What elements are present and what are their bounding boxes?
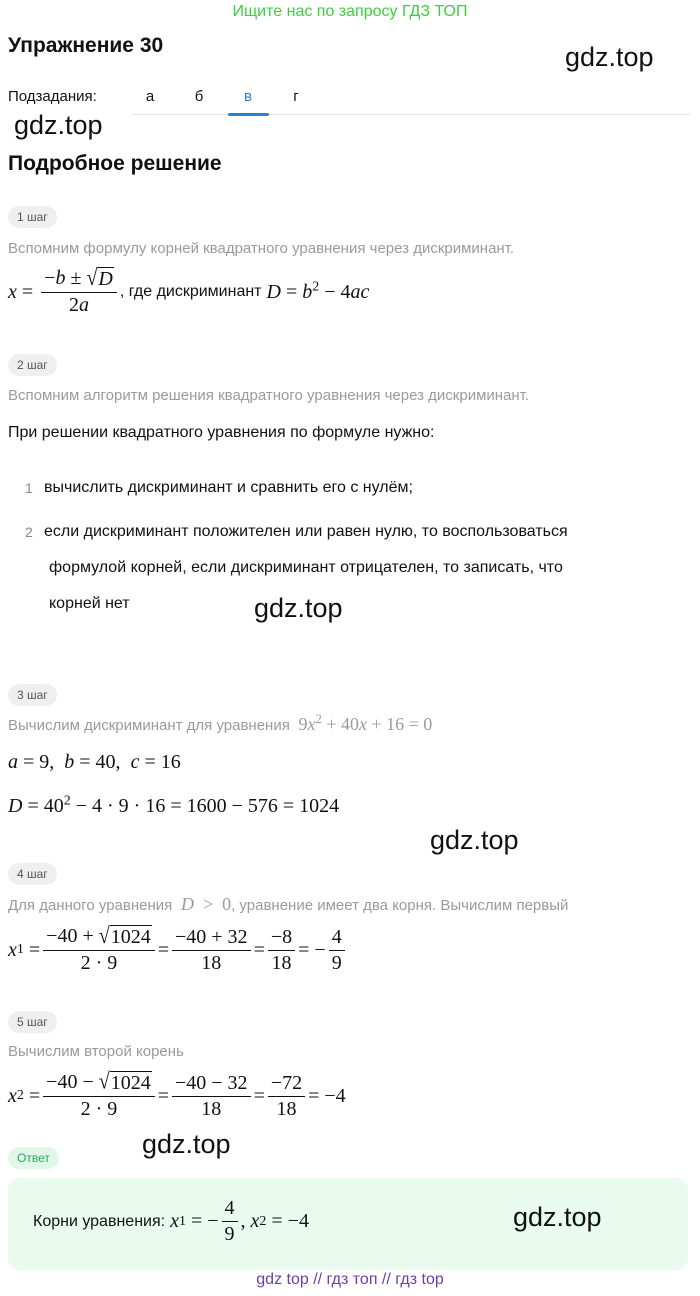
page-title: Упражнение 30 [8, 34, 164, 57]
active-tab-indicator [228, 113, 269, 116]
step-hint: Вычислим дискриминант для уравнения [8, 717, 290, 734]
footer-links[interactable]: gdz top // гдз топ // гдз top [256, 1271, 444, 1288]
list-item: формулой корней, если дискриминант отрицателен, то записать, что [49, 559, 563, 576]
subtasks-label: Подзадания: [8, 88, 97, 105]
list-item: вычислить дискриминант и сравнить его с нулём; [44, 479, 413, 496]
step-hint: Для данного уравнения [8, 897, 173, 914]
answer-text: Корни уравнения: [33, 1212, 166, 1230]
tab-g[interactable]: г [293, 88, 299, 105]
step-badge: 2 шаг [8, 354, 57, 376]
discriminant-calc: $D = 40^2 - 4 \cdot 9 \cdot 16 = 1600 - 576 = 1024$ [8, 793, 340, 817]
list-item: если дискриминант положителен или равен нулю, то воспользоваться [44, 523, 568, 540]
search-banner: Ищите нас по запросу ГДЗ ТОП [232, 3, 468, 20]
equation: $9x^2 + 40x + 16 = 0$ [294, 712, 433, 734]
step-hint: , уравнение имеет два корня. Вычислим первый [231, 897, 569, 914]
section-title: Подробное решение [8, 152, 222, 175]
tab-a[interactable]: а [145, 88, 155, 105]
list-number: 2 [25, 524, 33, 540]
formula-text: , где дискриминант [119, 283, 262, 300]
watermark: gdz.top [513, 1202, 602, 1232]
first-root: x 1 = −40 + √ 1024 2 · 9 = $\frac{-40 + 32}{18}$ = $\frac{-8}{18}$ = − $\frac{4}{9}$ [8, 925, 348, 975]
watermark: gdz.top [14, 110, 103, 140]
list-item: корней нет [49, 595, 130, 612]
step-badge: 5 шаг [8, 1011, 57, 1033]
step-hint: Вспомним алгоритм решения квадратного уравнения через дискриминант. [8, 387, 530, 404]
watermark: gdz.top [565, 42, 654, 72]
step-intro: При решении квадратного уравнения по формуле нужно: [8, 424, 435, 441]
step-badge: 3 шаг [8, 684, 57, 706]
second-root: x 2 = −40 − √ 1024 2 · 9 = $\frac{-40 - 32}{18}$ = $\frac{-72}{18}$ = −4 [8, 1069, 346, 1120]
answer-badge: Ответ [8, 1147, 59, 1169]
step-hint-line [8, 714, 432, 735]
step-hint: Вычислим второй корень [8, 1043, 184, 1060]
coefficients: a = 9, b = 40, c = 16 [8, 751, 181, 773]
step-badge: 4 шаг [8, 863, 57, 885]
tab-v[interactable]: в [244, 88, 252, 105]
watermark: gdz.top [142, 1129, 231, 1159]
tab-b[interactable]: б [194, 88, 204, 105]
list-number: 1 [25, 480, 33, 496]
watermark: gdz.top [430, 825, 519, 855]
root-formula: x = −b ± √ D 2a , где дискриминант $D = b^2 - 4ac$ [8, 265, 370, 316]
answer-line: Корни уравнения: x 1 = − $\frac{4}{9}$ , x 2 = −4 [33, 1197, 309, 1245]
step-hint-line: Для данного уравнения D > 0, уравнение имеет два корня. Вычислим первый [8, 894, 569, 914]
tabs-divider [131, 114, 690, 115]
step-badge: 1 шаг [8, 206, 57, 228]
watermark: gdz.top [254, 593, 343, 623]
step-hint: Вспомним формулу корней квадратного уравнения через дискриминант. [8, 240, 515, 257]
